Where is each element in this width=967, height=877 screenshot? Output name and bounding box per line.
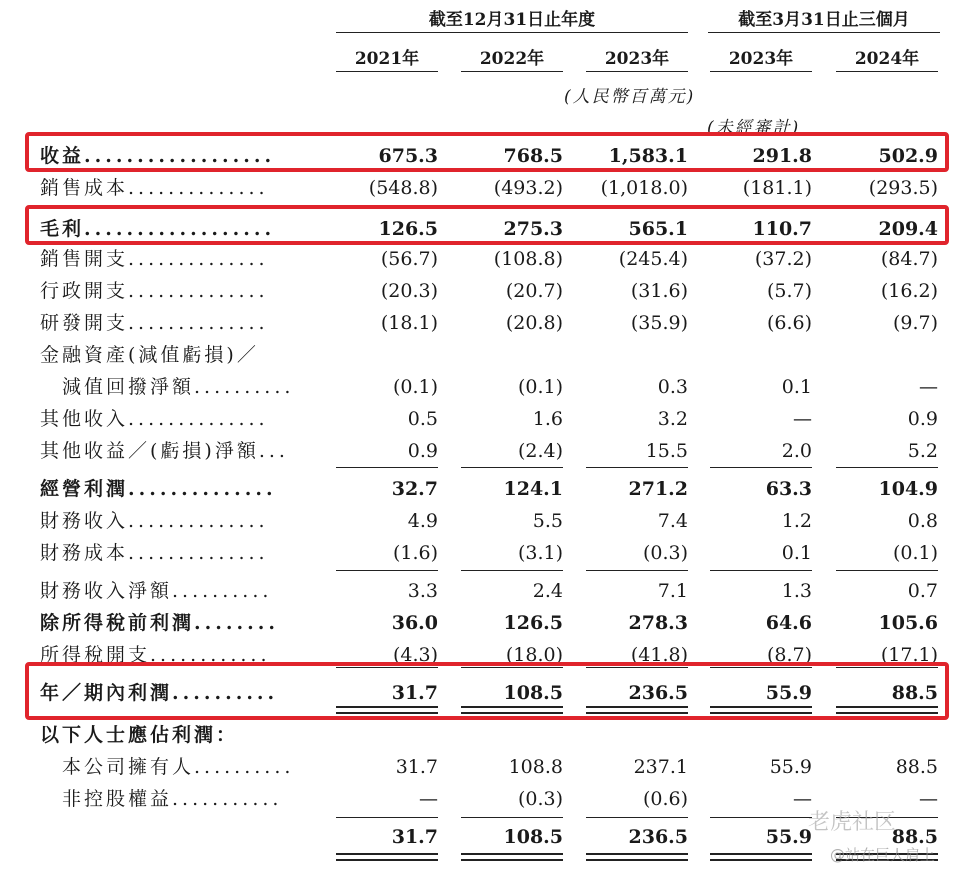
row-value: 7.1 [657,580,688,602]
row-value: 236.5 [628,682,688,704]
row-leader-dots: .......... [194,376,295,398]
row-value: (37.2) [754,248,812,270]
row-value: (4.3) [392,644,438,666]
row-label-text: 以下人士應佔利潤： [40,724,239,746]
row-leader-dots: .............. [128,542,269,564]
row-value: (9.7) [892,312,938,334]
row-value: (108.8) [493,248,563,270]
highlight-box-revenue [25,132,949,172]
table-row [0,576,967,606]
row-value: (0.6) [642,788,688,810]
row-value: (20.3) [380,280,438,302]
table-row [0,173,967,203]
row-value [702,340,812,370]
row-value: (18.0) [505,644,563,666]
row-label [40,720,238,750]
row-label-text: 研發開支 [40,312,129,334]
row-label [40,173,269,203]
header-year-2023: 2023年 [604,49,670,69]
header-group-annual-rule [336,32,688,33]
row-leader-dots: ........ [194,612,279,634]
header-year-rule [336,71,438,72]
table-row [0,752,967,782]
row-label-text: 收益 [40,145,85,167]
row-leader-dots: ... [258,440,289,462]
row-value: 36.0 [391,612,438,634]
row-value: (1,018.0) [600,177,688,199]
row-value: 104.9 [878,478,938,500]
header-year-2022: 2022年 [479,49,545,69]
row-value: 108.5 [503,826,563,848]
row-value [828,720,938,750]
row-value: 0.1 [781,376,812,398]
header-year-rule [586,71,688,72]
row-label-text: 非控股權益 [62,788,173,810]
row-leader-dots: .............. [128,510,269,532]
row-value: (181.1) [742,177,812,199]
row-label-text: 減值回撥淨額 [62,376,195,398]
row-value: (20.7) [505,280,563,302]
row-value: 88.5 [891,682,938,704]
row-value: (41.8) [630,644,688,666]
row-label [40,436,289,466]
row-leader-dots: .......... [172,580,273,602]
row-leader-dots: .............. [128,248,269,270]
row-value [578,340,688,370]
row-label [40,276,269,306]
row-label [40,404,269,434]
header-group-quarter-rule [708,32,940,33]
row-value: 0.8 [907,510,938,532]
row-value: 110.7 [752,218,812,240]
row-label [40,538,269,568]
row-value: 63.3 [765,478,812,500]
row-value: 7.4 [657,510,688,532]
row-value: 88.5 [895,756,938,778]
row-value: 5.2 [907,440,938,462]
row-label [40,506,269,536]
row-value [328,720,438,750]
unaudited-label: (未經審計) [707,118,801,138]
row-value: 31.7 [391,682,438,704]
row-value: 1.2 [781,510,812,532]
row-value: 31.7 [395,756,438,778]
table-row [0,244,967,274]
unit-label: (人民幣百萬元) [564,87,696,107]
row-value: (0.1) [517,376,563,398]
row-value: 126.5 [378,218,438,240]
row-label-text: 財務收入 [40,510,129,532]
header-year-rule [836,71,938,72]
row-leader-dots: .............. [128,478,277,500]
row-label-text: 財務成本 [40,542,129,564]
row-value: 1.3 [781,580,812,602]
row-value: (3.1) [517,542,563,564]
row-value: 291.8 [752,145,812,167]
table-row [0,608,967,638]
row-value: 275.3 [503,218,563,240]
row-label-text: 金融資產(減值虧損)／ [40,344,259,366]
row-value: 0.7 [907,580,938,602]
header-year-2024-q1: 2024年 [854,49,920,69]
row-value: (35.9) [630,312,688,334]
row-value: 15.5 [645,440,688,462]
row-value: 209.4 [878,218,938,240]
row-label-text: 財務收入淨額 [40,580,173,602]
row-value: (0.1) [392,376,438,398]
row-value: (0.3) [517,788,563,810]
row-value: (6.6) [766,312,812,334]
row-value: 675.3 [378,145,438,167]
row-leader-dots: ........... [172,788,283,810]
row-label [62,784,282,814]
row-label-text: 銷售開支 [40,248,129,270]
row-value: 0.3 [657,376,688,398]
row-label-text: 行政開支 [40,280,129,302]
row-value: 2.0 [781,440,812,462]
table-row [0,436,967,466]
table-row [0,308,967,338]
row-value: 108.8 [508,756,563,778]
row-value: 55.9 [765,826,812,848]
table-row [0,474,967,504]
row-value: 4.9 [407,510,438,532]
row-value: 31.7 [391,826,438,848]
header-year-rule [461,71,563,72]
row-value [453,340,563,370]
row-value: (18.1) [380,312,438,334]
row-value: 1,583.1 [608,145,688,167]
row-value: (493.2) [493,177,563,199]
row-value: 237.1 [633,756,688,778]
row-leader-dots: .......... [172,682,279,704]
row-value: 64.6 [765,612,812,634]
row-label-text: 毛利 [40,218,85,240]
row-label [62,372,294,402]
row-leader-dots: .............. [128,312,269,334]
row-value: 565.1 [628,218,688,240]
row-label [40,244,269,274]
row-value: — [419,788,438,810]
row-value [453,720,563,750]
row-value: 271.2 [628,478,688,500]
row-leader-dots: .............. [128,408,269,430]
row-value: 278.3 [628,612,688,634]
row-label [62,752,294,782]
row-value: 55.9 [765,682,812,704]
row-value: 5.5 [532,510,563,532]
row-value: 768.5 [503,145,563,167]
row-value: 0.9 [907,408,938,430]
watermark-handle: @站在巨人肩上 [830,846,936,864]
row-value: (16.2) [880,280,938,302]
header-group-annual: 截至12月31日止年度 [428,10,596,30]
row-label [40,576,272,606]
row-label [40,340,259,370]
table-row [0,720,967,750]
row-value: 88.5 [891,826,938,848]
row-value: (17.1) [880,644,938,666]
header-year-2023-q1: 2023年 [728,49,794,69]
row-value: (1.6) [392,542,438,564]
table-row [0,404,967,434]
row-value: — [919,376,938,398]
row-value: (293.5) [868,177,938,199]
table-row [0,340,967,370]
row-value: 3.2 [657,408,688,430]
row-value: (0.1) [892,542,938,564]
row-value: (84.7) [880,248,938,270]
row-value: 0.9 [407,440,438,462]
row-value: (2.4) [517,440,563,462]
watermark-site: 老虎社区 [808,810,897,835]
row-value: (0.3) [642,542,688,564]
highlight-box-gross-profit [25,205,949,245]
row-label [40,608,279,638]
row-leader-dots: .............. [128,177,269,199]
table-row [0,538,967,568]
header-group-quarter: 截至3月31日止三個月 [738,10,910,30]
row-value: 3.3 [407,580,438,602]
row-label [40,308,269,338]
row-value: (20.8) [505,312,563,334]
row-label-text: 經營利潤 [40,478,129,500]
row-label-text: 銷售成本 [40,177,129,199]
row-value: 32.7 [391,478,438,500]
row-value: 1.6 [532,408,563,430]
row-value [828,340,938,370]
header-year-rule [710,71,812,72]
row-value: — [793,408,812,430]
header-year-2021: 2021年 [354,49,420,69]
table-row [0,372,967,402]
row-value: 55.9 [769,756,812,778]
row-value: 0.5 [407,408,438,430]
row-value: 108.5 [503,682,563,704]
table-row [0,506,967,536]
row-label-text: 除所得稅前利潤 [40,612,195,634]
row-value: (245.4) [618,248,688,270]
table-row [0,276,967,306]
row-value: (548.8) [368,177,438,199]
row-value: (56.7) [380,248,438,270]
row-value: 236.5 [628,826,688,848]
row-value: 105.6 [878,612,938,634]
row-label-text: 其他收益／(虧損)淨額 [40,440,259,462]
row-label-text: 其他收入 [40,408,129,430]
row-value: 0.1 [781,542,812,564]
row-value: — [793,788,812,810]
row-leader-dots: .............. [128,280,269,302]
row-value: 502.9 [878,145,938,167]
row-value: 2.4 [532,580,563,602]
row-label-text: 所得稅開支 [40,644,151,666]
row-value [578,720,688,750]
row-leader-dots: .................. [84,218,276,240]
row-leader-dots: .......... [194,756,295,778]
row-value: (5.7) [766,280,812,302]
row-value: 124.1 [503,478,563,500]
row-value [328,340,438,370]
row-leader-dots: .................. [84,145,276,167]
row-label [40,474,277,504]
row-value: (31.6) [630,280,688,302]
row-value: (8.7) [766,644,812,666]
row-label-text: 本公司擁有人 [62,756,195,778]
row-value [702,720,812,750]
row-leader-dots: ............ [150,644,271,666]
row-value: — [919,788,938,810]
row-label-text: 年／期內利潤 [40,682,173,704]
row-value: 126.5 [503,612,563,634]
